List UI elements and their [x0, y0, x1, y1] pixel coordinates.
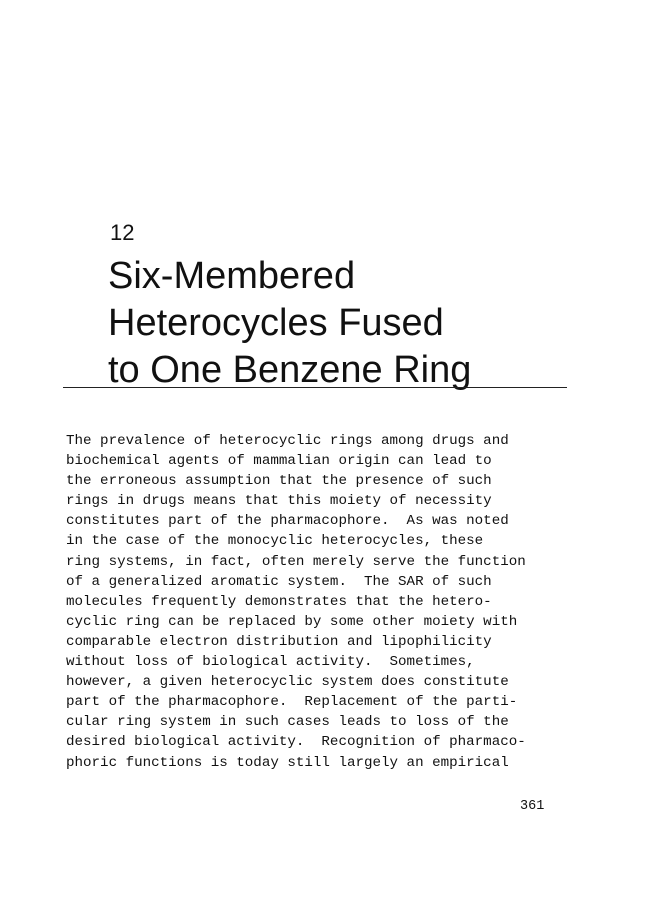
body-line: without loss of biological activity. Sometimes, — [66, 654, 475, 671]
body-line: desired biological activity. Recognition of pharmaco- — [66, 734, 526, 751]
body-line: The prevalence of heterocyclic rings among drugs and — [66, 433, 509, 449]
body-line: comparable electron distribution and lipophilicity — [66, 633, 492, 650]
body-line: biochemical agents of mammalian origin can lead to — [66, 453, 492, 470]
title-divider — [63, 387, 567, 388]
page-number: 361 — [520, 799, 545, 814]
body-line: molecules frequently demonstrates that the hetero- — [66, 593, 492, 610]
body-line: phoric functions is today still largely an empirical — [66, 754, 509, 771]
body-paragraph — [66, 431, 526, 773]
body-line: cular ring system in such cases leads to loss of the — [66, 714, 509, 731]
body-line: of a generalized aromatic system. The SAR of such — [66, 573, 492, 590]
chapter-title — [108, 253, 471, 394]
body-line: ring systems, in fact, often merely serve the function — [66, 553, 526, 570]
body-line: the erroneous assumption that the presence of such — [66, 473, 492, 490]
chapter-title-line: to One Benzene Ring — [108, 349, 472, 391]
chapter-title-line: Six-Membered — [108, 255, 356, 297]
chapter-title-line: Heterocycles Fused — [108, 302, 444, 344]
chapter-number: 12 — [110, 220, 135, 245]
body-line: cyclic ring can be replaced by some other moiety with — [66, 613, 518, 630]
body-line: part of the pharmacophore. Replacement of the parti- — [66, 694, 518, 711]
body-line: rings in drugs means that this moiety of necessity — [66, 493, 492, 510]
body-line: however, a given heterocyclic system does constitute — [66, 674, 509, 691]
body-line: in the case of the monocyclic heterocycles, these — [66, 533, 484, 550]
body-line: constitutes part of the pharmacophore. As was noted — [66, 513, 509, 530]
